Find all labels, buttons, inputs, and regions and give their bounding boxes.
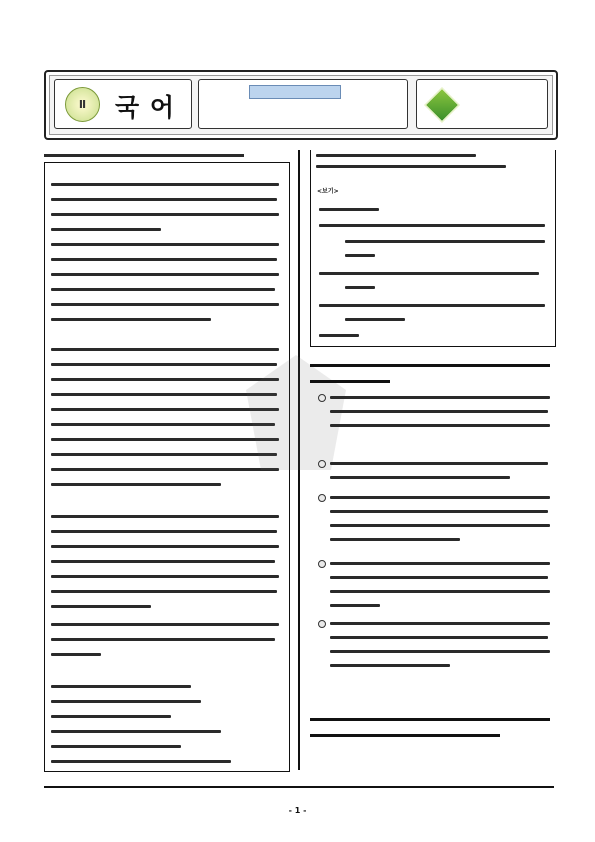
choice-text-line [330, 396, 550, 399]
choice-text-line [330, 496, 550, 499]
verse-line [51, 685, 191, 688]
passage-text-line [51, 623, 279, 626]
bogi-item-line [319, 334, 359, 337]
choice-text-line [330, 576, 548, 579]
passage-text-line [51, 590, 277, 593]
passage-text-line [51, 483, 221, 486]
footer-rule [44, 786, 554, 788]
choice-marker[interactable] [318, 494, 326, 502]
choice-marker[interactable] [318, 560, 326, 568]
bogi-item-line [345, 318, 405, 321]
passage-text-line [51, 258, 277, 261]
passage-text-line [51, 318, 211, 321]
choice-text-line [330, 562, 550, 565]
bogi-item-line [319, 304, 545, 307]
worksheet-header [44, 70, 558, 140]
choice-text-line [330, 590, 550, 593]
passage-text-line [51, 530, 277, 533]
passage-text-line [51, 288, 275, 291]
passage-text-line [51, 575, 279, 578]
passage-text-line [51, 243, 279, 246]
passage-text-line [51, 228, 161, 231]
subject-badge: Ⅱ [65, 87, 100, 122]
verse-line [51, 730, 221, 733]
topic-box [198, 79, 408, 129]
passage-text-line [51, 198, 277, 201]
bogi-item-line [319, 272, 539, 275]
choice-text-line [330, 476, 510, 479]
choice-text-line [330, 604, 380, 607]
passage-text-line [51, 303, 279, 306]
bogi-item-line [345, 286, 375, 289]
choice-text-line [330, 510, 548, 513]
choice-text-line [330, 424, 550, 427]
choice-text-line [330, 636, 548, 639]
question-stem-line [310, 734, 500, 737]
choice-text-line [330, 650, 550, 653]
bogi-item-line [319, 208, 379, 211]
publisher-logo-icon [424, 87, 460, 123]
passage-text-line [51, 273, 279, 276]
bogi-item-line [345, 254, 375, 257]
choice-text-line [330, 524, 550, 527]
subject-title: 국 어 [115, 93, 176, 122]
question-stem-line [310, 718, 550, 721]
publisher-logo-box [416, 79, 548, 129]
bogi-label: <보기> [317, 188, 339, 195]
verse-line [51, 760, 231, 763]
passage-text-line [51, 638, 275, 641]
choice-text-line [330, 622, 550, 625]
page-number: - 1 - [288, 806, 307, 815]
subject-box [54, 79, 192, 129]
question-stem-line [310, 364, 550, 367]
bogi-box [310, 150, 556, 347]
passage-text-line [51, 560, 275, 563]
verse-line [51, 745, 181, 748]
choice-marker[interactable] [318, 394, 326, 402]
passage-text-line [51, 183, 279, 186]
bogi-item-line [345, 240, 545, 243]
choice-marker[interactable] [318, 620, 326, 628]
question-stem-line [310, 380, 390, 383]
passage-text-line [51, 515, 279, 518]
choice-text-line [330, 664, 450, 667]
verse-line [51, 715, 171, 718]
passage-text-line [51, 213, 279, 216]
verse-line [51, 700, 201, 703]
passage-text-line [51, 605, 151, 608]
choice-text-line [330, 462, 548, 465]
topic-label [249, 85, 341, 99]
watermark-logo-icon [236, 350, 356, 480]
passage-text-line [51, 653, 101, 656]
choice-marker[interactable] [318, 460, 326, 468]
bogi-item-line [319, 224, 545, 227]
choice-text-line [330, 410, 548, 413]
choice-text-line [330, 538, 460, 541]
passage-text-line [51, 545, 279, 548]
